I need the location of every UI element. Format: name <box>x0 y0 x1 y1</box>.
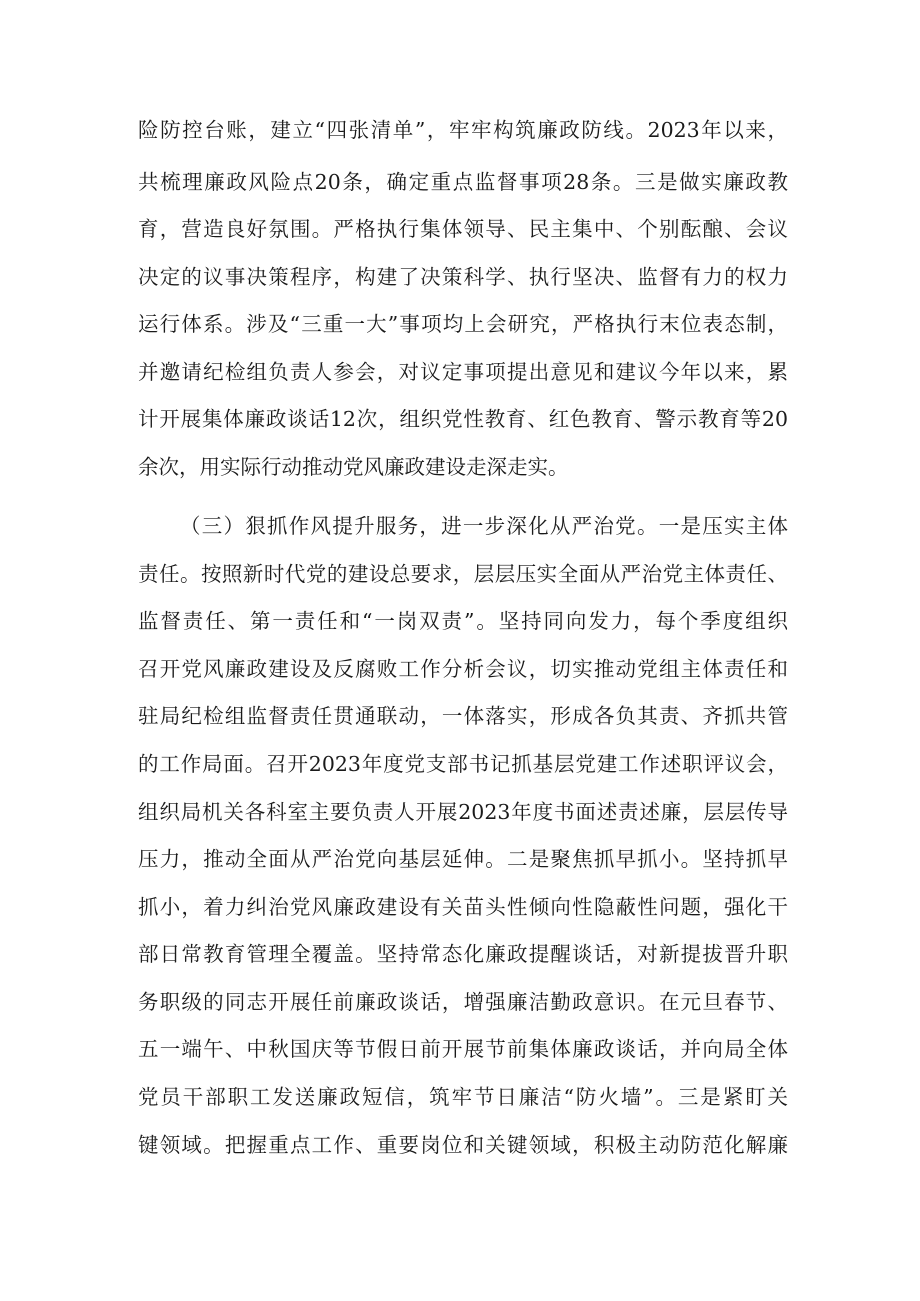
text-line: 抓小，着力纠治党风廉政建设有关苗头性倾向性隐蔽性问题，强化干 <box>138 895 788 919</box>
text-line: 计开展集体廉政谈话12次，组织党性教育、红色教育、警示教育等20 <box>138 407 788 431</box>
text-line: 务职级的同志开展任前廉政谈话，增强廉洁勤政意识。在元旦春节、 <box>138 990 788 1014</box>
text-line: 余次，用实际行动推动党风廉政建设走深走实。 <box>138 455 569 479</box>
text-line: 运行体系。涉及“三重一大”事项均上会研究，严格执行末位表态制， <box>138 312 788 336</box>
text-line: 的工作局面。召开2023年度党支部书记抓基层党建工作述职评议会， <box>138 752 788 776</box>
text-line: 责任。按照新时代党的建设总要求，层层压实全面从严治党主体责任、 <box>138 562 788 586</box>
text-line: 共梳理廉政风险点20条，确定重点监督事项28条。三是做实廉政教 <box>138 170 788 194</box>
text-line: 五一端午、中秋国庆等节假日前开展节前集体廉政谈话，并向局全体 <box>138 1037 788 1061</box>
text-line: 组织局机关各科室主要负责人开展2023年度书面述责述廉，层层传导 <box>138 800 788 824</box>
text-line: 并邀请纪检组负责人参会，对议定事项提出意见和建议今年以来，累 <box>138 360 788 384</box>
text-line: 险防控台账，建立“四张清单”，牢牢构筑廉政防线。2023年以来， <box>138 118 788 142</box>
text-line: 压力，推动全面从严治党向基层延伸。二是聚焦抓早抓小。坚持抓早 <box>138 847 788 871</box>
text-line: 部日常教育管理全覆盖。坚持常态化廉政提醒谈话，对新提拔晋升职 <box>138 942 788 966</box>
text-line: 驻局纪检组监督责任贯通联动，一体落实，形成各负其责、齐抓共管 <box>138 704 788 728</box>
text-line: 党员干部职工发送廉政短信，筑牢节日廉洁“防火墙”。三是紧盯关 <box>138 1085 788 1109</box>
text-line: 键领域。把握重点工作、重要岗位和关键领域，积极主动防范化解廉 <box>138 1133 788 1157</box>
text-line: 育，营造良好氛围。严格执行集体领导、民主集中、个别酝酿、会议 <box>138 217 788 241</box>
section-heading-line: （三）狠抓作风提升服务，进一步深化从严治党。一是压实主体 <box>180 514 788 538</box>
text-line: 决定的议事决策程序，构建了决策科学、执行坚决、监督有力的权力 <box>138 265 788 289</box>
text-line: 召开党风廉政建设及反腐败工作分析会议，切实推动党组主体责任和 <box>138 657 788 681</box>
text-line: 监督责任、第一责任和“一岗双责”。坚持同向发力，每个季度组织 <box>138 609 788 633</box>
